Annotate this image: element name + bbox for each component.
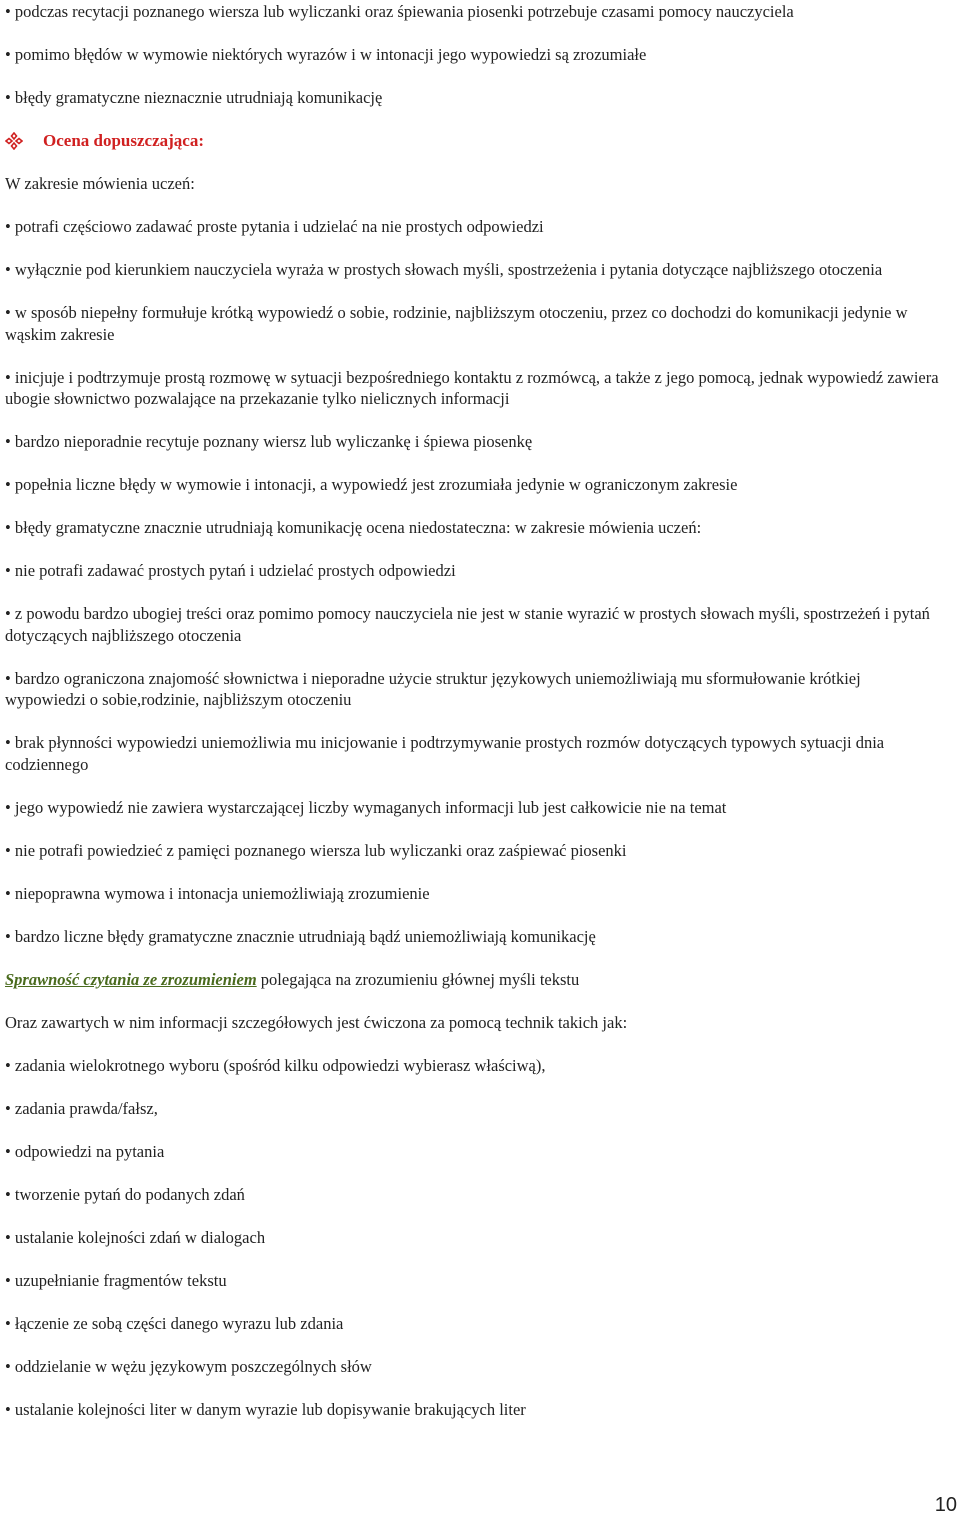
list-item: • nie potrafi zadawać prostych pytań i udzielać prostych odpowiedzi [5,561,456,580]
diamond-bullet-icon [5,132,23,150]
list-item: • ustalanie kolejności zdań w dialogach [5,1227,266,1247]
list-item: • błędy gramatyczne znacznie utrudniają komunikację ocena niedostateczna: w zakresie mówienia uczeń: [5,518,702,537]
list-item: • zadania wielokrotnego wyboru (spośród kilku odpowiedzi wybierasz właściwą), [5,1055,546,1075]
page-number: 10 [934,1494,957,1516]
list-item: • pomimo błędów w wymowie niektórych wyrazów i w intonacji jego wypowiedzi są zrozumiałe [5,45,647,64]
list-item: • uzupełnianie fragmentów tekstu [5,1270,227,1290]
list-item: • błędy gramatyczne nieznacznie utrudniają komunikację [5,88,383,107]
skill-intro: Oraz zawartych w nim informacji szczegółowych jest ćwiczona za pomocą technik takich jak: [5,1012,628,1032]
list-item: • potrafi częściowo zadawać proste pytania i udzielać na nie prostych odpowiedzi [5,217,544,236]
list-item: • popełnia liczne błędy w wymowie i intonacji, a wypowiedź jest zrozumiała jedynie w ograniczonym zakresie [5,475,738,494]
list-item: • oddzielanie w wężu językowym poszczególnych słów [5,1356,372,1376]
list-item: • odpowiedzi na pytania [5,1141,165,1161]
document-body [5,1,940,1442]
list-item: • ustalanie kolejności liter w danym wyrazie lub dopisywanie brakujących liter [5,1399,526,1419]
list-item: • bardzo liczne błędy gramatyczne znacznie utrudniają bądź uniemożliwiają komunikację [5,926,596,946]
skill-heading [5,969,940,991]
list-item: • bardzo nieporadnie recytuje poznany wiersz lub wyliczankę i śpiewa piosenkę [5,432,533,451]
list-item: • brak płynności wypowiedzi uniemożliwia mu inicjowanie i podtrzymywanie prostych rozmów dotyczących typowych sytuacji dnia codziennego [5,733,885,774]
list-item: • inicjuje i podtrzymuje prostą rozmowę w sytuacji bezpośredniego kontaktu z rozmówcą, a także z jego pomocą, jednak wypowiedź zawiera ubogie słownictwo pozwalające na przekazanie tylko nielicznych informacji [5,367,939,408]
list-item: • podczas recytacji poznanego wiersza lub wyliczanki oraz śpiewania piosenki potrzebuje czasami pomocy nauczyciela [5,2,794,21]
section-intro: W zakresie mówienia uczeń: [5,174,195,193]
list-item: • zadania prawda/fałsz, [5,1098,158,1118]
list-item: • w sposób niepełny formułuje krótką wypowiedź o sobie, rodzinie, najbliższym otoczeniu, przez co dochodzi do komunikacji jedynie w wąskim zakresie [5,303,908,344]
list-item: • niepoprawna wymowa i intonacja uniemożliwiają zrozumienie [5,883,430,903]
skill-title: Sprawność czytania ze zrozumieniem [5,969,257,989]
list-item: • bardzo ograniczona znajomość słownictwa i nieporadne użycie struktur językowych uniemożliwiają mu sformułowanie krótkiej wypowiedzi o sobie,rodzinie, najbliższym otoczeniu [5,668,861,709]
list-item: • łączenie ze sobą części danego wyrazu lub zdania [5,1313,344,1333]
grade-heading [5,130,940,152]
list-item: • z powodu bardzo ubogiej treści oraz pomimo pomocy nauczyciela nie jest w stanie wyrazić w prostych słowach myśli, spostrzeżeń i pytań dotyczących najbliższego otoczenia [5,604,930,645]
list-item: • wyłącznie pod kierunkiem nauczyciela wyraża w prostych słowach myśli, spostrzeżenia i pytania dotyczące najbliższego otoczenia [5,260,883,279]
grade-heading-text: Ocena dopuszczająca: [43,131,205,150]
list-item: • jego wypowiedź nie zawiera wystarczającej liczby wymaganych informacji lub jest całkowicie nie na temat [5,797,727,817]
skill-title-rest: polegająca na zrozumieniu głównej myśli tekstu [256,969,580,989]
list-item: • nie potrafi powiedzieć z pamięci poznanego wiersza lub wyliczanki oraz zaśpiewać piosenki [5,840,627,860]
list-item: • tworzenie pytań do podanych zdań [5,1184,245,1204]
